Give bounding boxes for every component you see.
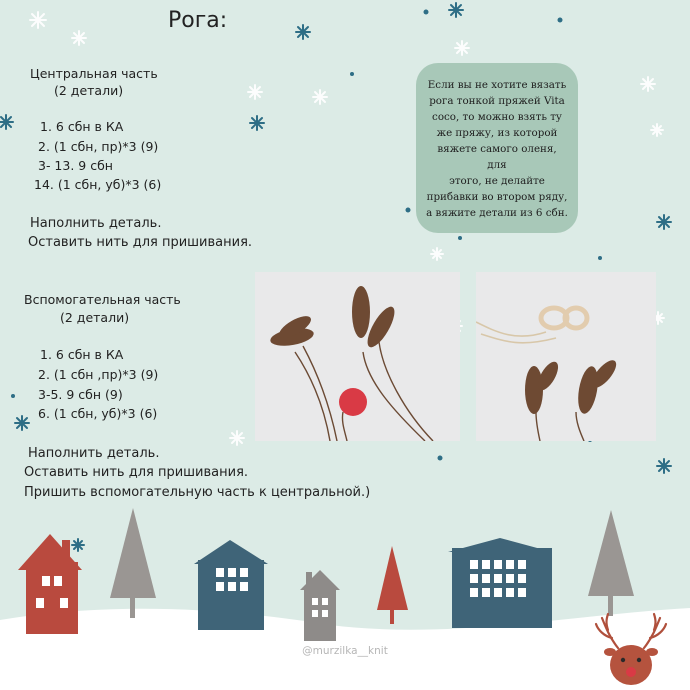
central-part-heading: Центральная часть [30,66,158,81]
central-part-count: (2 детали) [54,83,124,98]
tip-line: этого, не делайте [449,175,545,187]
tip-line: Если вы не хотите вязать [427,79,567,91]
tip-line: же пряжу, из которой [436,127,558,139]
auxiliary-part-heading: Вспомогательная часть [24,292,181,307]
auxiliary-thread-instruction: Оставить нить для пришивания. [24,465,249,480]
central-fill-instruction: Наполнить деталь. [30,216,162,231]
winter-village-illustration-icon [0,500,690,690]
auxiliary-row-3: 3-5. 9 сбн (9) [38,387,123,402]
auxiliary-fill-instruction: Наполнить деталь. [28,446,160,461]
crocheted-antlers-and-red-nose-photo-icon [255,272,460,441]
tip-line: а вяжите детали из 6 сбн. [426,207,568,219]
attach-instruction: Пришить вспомогательную часть к центральной.) [24,485,371,500]
page-title: Рога: [168,8,228,33]
author-handle: @murzilka__knit [302,645,388,657]
central-row-1: 1. 6 сбн в КА [40,119,124,134]
tip-line: рога тонкой пряжей Vita [429,95,565,107]
tip-line: coco, то можно взять ту [432,111,562,123]
red-nose-icon [339,388,367,416]
tip-line: прибавки во втором ряду, [426,191,568,203]
auxiliary-row-4: 6. (1 сбн, уб)*3 (6) [38,406,158,421]
crocheted-antlers-with-beige-ring-photo-icon [476,272,656,441]
central-row-3: 3- 13. 9 сбн [38,158,113,173]
tip-line: вяжете самого оленя, для [437,143,557,171]
auxiliary-part-count: (2 детали) [60,310,130,325]
central-thread-instruction: Оставить нить для пришивания. [28,235,253,250]
central-row-4: 14. (1 сбн, уб)*3 (6) [34,177,162,192]
tip-bubble [416,63,578,233]
auxiliary-row-1: 1. 6 сбн в КА [40,347,124,362]
central-row-2: 2. (1 сбн, пр)*3 (9) [38,139,159,154]
auxiliary-row-2: 2. (1 сбн ,пр)*3 (9) [38,367,159,382]
